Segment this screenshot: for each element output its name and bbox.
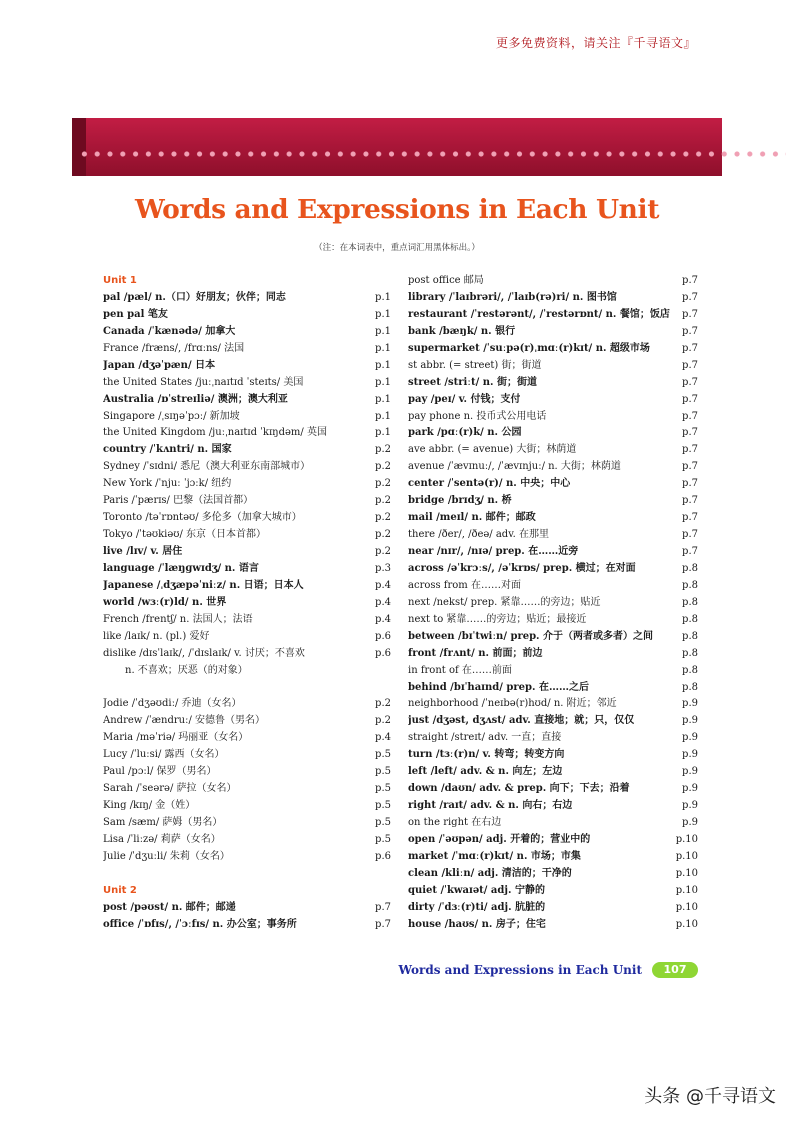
vocab-entry (103, 764, 391, 781)
vocab-term: center /ˈsentə(r)/ n. 中央；中心 (408, 478, 571, 490)
vocab-term: front /frʌnt/ n. 前面；前边 (408, 647, 543, 659)
vocab-page: p.5 (375, 833, 391, 845)
vocab-entry (408, 866, 698, 883)
vocab-entry (408, 544, 698, 561)
vocab-term: n. 不喜欢；厌恶（的对象） (125, 664, 248, 676)
vocab-term: pal /pæl/ n.（口）好朋友；伙伴；同志 (103, 291, 286, 303)
right-column (408, 273, 698, 934)
vocab-term: turn /tɜː(r)n/ v. 转弯；转变方向 (408, 749, 565, 761)
vocab-page: p.9 (682, 800, 698, 812)
vocab-page: p.7 (682, 393, 698, 405)
vocab-term: supermarket /ˈsuːpə(r)ˌmɑː(r)kɪt/ n. 超级市场 (408, 342, 650, 354)
vocab-page: p.1 (375, 410, 391, 422)
vocab-page: p.2 (375, 478, 391, 490)
vocab-page: p.7 (682, 342, 698, 354)
vocab-entry (408, 392, 698, 409)
note-text: （注：在本词表中，重点词汇用黑体标出。） (314, 243, 480, 253)
vocab-term: ave abbr. (= avenue) 大街；林荫道 (408, 444, 577, 456)
vocab-page: p.2 (375, 495, 391, 507)
vocab-page: p.2 (375, 512, 391, 524)
vocab-page: p.2 (375, 698, 391, 710)
vocab-page: p.7 (682, 376, 698, 388)
vocab-entry (408, 459, 698, 476)
unit-heading (103, 883, 391, 900)
vocab-entry (408, 798, 698, 815)
vocab-page: p.10 (675, 833, 698, 845)
vocab-entry (103, 324, 391, 341)
vocab-entry (408, 273, 698, 290)
vocab-term: restaurant /ˈrestərənt/, /ˈrestərɒnt/ n. 餐馆；饭店 (408, 308, 670, 320)
vocab-page: p.7 (682, 461, 698, 473)
vocab-term: neighborhood /ˈneɪbə(r)hʊd/ n. 附近；邻近 (408, 698, 617, 710)
page-title: Words and Expressions in Each Unit (134, 194, 660, 225)
vocab-entry (408, 764, 698, 781)
vocab-term: straight /streɪt/ adv. 一直；直接 (408, 732, 562, 744)
vocab-page: p.8 (682, 630, 698, 642)
vocab-entry (408, 409, 698, 426)
vocab-term: New York /ˈnjuː ˈjɔːk/ 纽约 (103, 478, 232, 490)
vocab-term: Unit 2 (103, 884, 137, 896)
vocab-page: p.1 (375, 291, 391, 303)
vocab-page: p.4 (375, 732, 391, 744)
vocab-term: there /ðer/, /ðeə/ adv. 在那里 (408, 529, 550, 541)
vocab-term: across /əˈkrɔːs/, /əˈkrɒs/ prep. 横过；在对面 (408, 562, 636, 574)
vocab-term: just /dʒəst, dʒʌst/ adv. 直接地；就；只，仅仅 (408, 715, 635, 727)
vocab-term: pay phone n. 投币式公用电话 (408, 410, 547, 422)
vocab-page: p.5 (375, 766, 391, 778)
vocab-term: house /haʊs/ n. 房子；住宅 (408, 918, 546, 930)
vocab-entry (103, 629, 391, 646)
vocab-entry (103, 307, 391, 324)
vocab-page: p.8 (682, 613, 698, 625)
vocab-page: p.1 (375, 393, 391, 405)
vocab-term: pay /peɪ/ v. 付钱；支付 (408, 393, 521, 405)
vocab-entry (103, 510, 391, 527)
vocab-entry (408, 493, 698, 510)
vocab-term: Maria /məˈriə/ 玛丽亚（女名） (103, 732, 249, 744)
vocab-entry (103, 713, 391, 730)
vocab-term: Jodie /ˈdʒəʊdiː/ 乔迪（女名） (103, 698, 242, 710)
vocab-entry (408, 832, 698, 849)
vocab-term: the United Kingdom /juːˌnaɪtɪd ˈkɪŋdəm/ 英国 (103, 427, 327, 439)
vocab-page: p.6 (375, 647, 391, 659)
vocab-term: language /ˈlæŋɡwɪdʒ/ n. 语言 (103, 562, 259, 574)
vocab-page: p.5 (375, 749, 391, 761)
vocab-page: p.7 (682, 478, 698, 490)
vocab-entry (408, 629, 698, 646)
vocab-entry (103, 595, 391, 612)
vocab-entry (408, 358, 698, 375)
vocab-entry (103, 527, 391, 544)
vocab-term: clean /kliːn/ adj. 清洁的；干净的 (408, 867, 572, 879)
vocab-entry (103, 815, 391, 832)
vocab-page: p.9 (682, 732, 698, 744)
vocab-entry (103, 900, 391, 917)
vocab-page: p.7 (375, 918, 391, 930)
vocab-page: p.9 (682, 766, 698, 778)
vocab-page: p.1 (375, 308, 391, 320)
vocab-entry (103, 663, 391, 680)
vocab-page: p.7 (682, 427, 698, 439)
vocab-entry (408, 646, 698, 663)
vocab-entry (103, 747, 391, 764)
vocab-term: right /raɪt/ adv. & n. 向右；右边 (408, 800, 573, 812)
vocab-page: p.8 (682, 681, 698, 693)
vocab-entry (408, 578, 698, 595)
spacer (103, 680, 391, 697)
vocab-entry (103, 493, 391, 510)
vocab-entry (408, 442, 698, 459)
vocab-term: Canada /ˈkænədə/ 加拿大 (103, 325, 236, 337)
vocab-term: the United States /juːˌnaɪtɪd ˈsteɪts/ 美国 (103, 376, 304, 388)
vocab-page: p.1 (375, 376, 391, 388)
vocab-term: dislike /dɪsˈlaɪk/, /ˈdɪslaɪk/ v. 讨厌；不喜欢 (103, 647, 305, 659)
vocab-term: King /kɪŋ/ 金（姓） (103, 800, 196, 812)
vocab-entry (103, 442, 391, 459)
vocab-term: next /nekst/ prep. 紧靠……的旁边；贴近 (408, 596, 601, 608)
vocab-page: p.7 (682, 325, 698, 337)
spacer (103, 866, 391, 883)
vocab-entry (408, 781, 698, 798)
left-column (103, 273, 391, 934)
vocab-page: p.1 (375, 427, 391, 439)
vocab-term: mail /meɪl/ n. 邮件；邮政 (408, 512, 536, 524)
vocab-entry (408, 561, 698, 578)
vocab-term: Lisa /ˈliːzə/ 莉萨（女名） (103, 833, 221, 845)
vocab-page: p.4 (375, 579, 391, 591)
vocab-entry (408, 747, 698, 764)
vocab-entry (103, 341, 391, 358)
vocab-page: p.9 (682, 783, 698, 795)
vocab-page: p.7 (682, 495, 698, 507)
vocab-entry (408, 324, 698, 341)
vocab-entry (408, 290, 698, 307)
page-number-badge: 107 (652, 962, 698, 978)
vocab-term: quiet /ˈkwaɪət/ adj. 宁静的 (408, 884, 545, 896)
vocab-page: p.1 (375, 342, 391, 354)
vocab-term: Japan /dʒəˈpæn/ 日本 (103, 359, 216, 371)
vocab-page: p.2 (375, 461, 391, 473)
vocab-entry (408, 375, 698, 392)
vocab-entry (408, 696, 698, 713)
vocab-term: st abbr. (= street) 街；街道 (408, 359, 542, 371)
vocab-term: world /wɜː(r)ld/ n. 世界 (103, 596, 227, 608)
vocab-page: p.5 (375, 783, 391, 795)
vocab-entry (103, 730, 391, 747)
vocab-term: Toronto /təˈrɒntəʊ/ 多伦多（加拿大城市） (103, 512, 302, 524)
vocab-term: across from 在……对面 (408, 579, 521, 591)
vocab-term: avenue /ˈævɪnuː/, /ˈævɪnjuː/ n. 大街；林荫道 (408, 461, 621, 473)
vocab-entry (408, 476, 698, 493)
vocab-term: French /frentʃ/ n. 法国人；法语 (103, 613, 253, 625)
vocab-page: p.2 (375, 444, 391, 456)
vocab-page: p.7 (682, 308, 698, 320)
vocab-entry (408, 527, 698, 544)
banner-dots (78, 150, 786, 158)
vocab-page: p.10 (675, 850, 698, 862)
vocab-entry (408, 849, 698, 866)
vocab-page: p.9 (682, 817, 698, 828)
promo-text: 更多免费资料，请关注『千寻语文』 (495, 36, 696, 50)
vocab-page: p.7 (682, 546, 698, 557)
vocab-entry (103, 561, 391, 578)
vocab-term: post office 邮局 (408, 275, 484, 286)
vocab-entry (408, 663, 698, 680)
vocab-page: p.3 (375, 562, 391, 574)
vocab-term: post /pəʊst/ n. 邮件；邮递 (103, 901, 236, 913)
vocab-entry (408, 612, 698, 629)
vocab-term: market /ˈmɑː(r)kɪt/ n. 市场；市集 (408, 850, 581, 862)
vocab-entry (103, 375, 391, 392)
vocab-page: p.8 (682, 562, 698, 574)
vocab-entry (408, 730, 698, 747)
vocab-term: Lucy /ˈluːsi/ 露西（女名） (103, 749, 225, 761)
vocab-term: left /left/ adv. & n. 向左；左边 (408, 766, 563, 778)
vocab-term: Andrew /ˈændruː/ 安德鲁（男名） (103, 715, 265, 727)
vocab-page: p.7 (682, 291, 698, 303)
vocab-page: p.7 (682, 512, 698, 524)
vocab-term: Singapore /ˌsɪŋəˈpɔː/ 新加坡 (103, 410, 240, 422)
vocab-entry (103, 358, 391, 375)
vocab-page: p.7 (682, 359, 698, 371)
vocab-entry (103, 290, 391, 307)
vocab-term: on the right 在右边 (408, 817, 502, 828)
vocab-entry (103, 781, 391, 798)
vocab-term: Sam /sæm/ 萨姆（男名） (103, 817, 223, 828)
page-footer (399, 962, 698, 978)
vocab-term: pen pal 笔友 (103, 308, 168, 320)
vocab-term: like /laɪk/ n. (pl.) 爱好 (103, 630, 210, 642)
vocab-term: Sydney /ˈsɪdni/ 悉尼（澳大利亚东南部城市） (103, 461, 311, 473)
vocab-page: p.6 (375, 630, 391, 642)
vocab-entry (408, 307, 698, 324)
vocab-page: p.10 (675, 884, 698, 896)
vocab-term: library /ˈlaɪbrəri/, /ˈlaɪb(rə)ri/ n. 图书馆 (408, 291, 617, 303)
vocab-entry (103, 544, 391, 561)
vocab-entry (408, 883, 698, 900)
vocab-page: p.10 (675, 901, 698, 913)
vocab-page: p.10 (675, 867, 698, 879)
vocab-term: Paris /ˈpærɪs/ 巴黎（法国首都） (103, 495, 254, 507)
vocab-term: Tokyo /ˈtəʊkiəʊ/ 东京（日本首都） (103, 529, 267, 541)
vocab-entry (103, 459, 391, 476)
footer-title: Words and Expressions in Each Unit (398, 963, 642, 977)
watermark: 头条 @千寻语文 (644, 1086, 776, 1107)
vocab-entry (103, 578, 391, 595)
vocab-entry (103, 849, 391, 866)
vocab-page: p.7 (375, 901, 391, 913)
vocab-term: in front of 在……前面 (408, 664, 512, 676)
vocab-term: France /fræns/, /frɑːns/ 法国 (103, 342, 245, 354)
vocab-entry (408, 595, 698, 612)
vocab-page: p.4 (375, 613, 391, 625)
vocab-entry (408, 815, 698, 832)
vocab-entry (103, 612, 391, 629)
vocab-page: p.4 (375, 596, 391, 608)
vocab-entry (408, 900, 698, 917)
vocab-entry (103, 476, 391, 493)
vocab-page: p.2 (375, 715, 391, 727)
vocab-entry (103, 917, 391, 934)
vocab-page: p.6 (375, 850, 391, 862)
vocab-entry (103, 798, 391, 815)
vocab-term: Julie /ˈdʒuːli/ 朱莉（女名） (103, 850, 230, 862)
vocab-term: Unit 1 (103, 275, 137, 286)
header-banner (72, 118, 722, 176)
vocab-page: p.5 (375, 817, 391, 828)
vocab-page: p.8 (682, 596, 698, 608)
vocab-term: behind /bɪˈhaɪnd/ prep. 在……之后 (408, 681, 589, 693)
vocab-page: p.7 (682, 444, 698, 456)
vocab-page: p.9 (682, 698, 698, 710)
vocab-page: p.1 (375, 359, 391, 371)
vocab-page: p.9 (682, 715, 698, 727)
vocab-term: open /ˈəʊpən/ adj. 开着的；营业中的 (408, 833, 591, 845)
vocab-page: p.7 (682, 529, 698, 541)
vocab-term: between /bɪˈtwiːn/ prep. 介于（两者或多者）之间 (408, 630, 654, 642)
vocab-entry (103, 409, 391, 426)
vocab-entry (408, 425, 698, 442)
vocab-page: p.5 (375, 800, 391, 812)
vocab-page: p.7 (682, 410, 698, 422)
vocab-page: p.10 (675, 918, 698, 930)
vocab-entry (408, 680, 698, 697)
vocab-entry (103, 832, 391, 849)
vocab-term: down /daʊn/ adv. & prep. 向下；下去；沿着 (408, 783, 630, 795)
vocab-term: Sarah /ˈseərə/ 萨拉（女名） (103, 783, 237, 795)
vocab-entry (103, 425, 391, 442)
vocab-term: near /nɪr/, /nɪə/ prep. 在……近旁 (408, 546, 579, 557)
vocab-entry (408, 917, 698, 934)
vocab-term: bridge /brɪdʒ/ n. 桥 (408, 495, 512, 507)
vocab-page: p.2 (375, 529, 391, 541)
vocab-term: next to 紧靠……的旁边；贴近；最接近 (408, 613, 587, 625)
vocab-term: street /striːt/ n. 街；街道 (408, 376, 537, 388)
unit-heading (103, 273, 391, 290)
vocab-term: country /ˈkʌntri/ n. 国家 (103, 444, 232, 456)
vocab-page: p.2 (375, 546, 391, 557)
vocab-entry (103, 696, 391, 713)
vocab-term: Paul /pɔːl/ 保罗（男名） (103, 766, 217, 778)
vocab-page: p.8 (682, 579, 698, 591)
vocab-page: p.8 (682, 647, 698, 659)
vocab-page: p.9 (682, 749, 698, 761)
vocab-term: office /ˈɒfɪs/, /ˈɔːfɪs/ n. 办公室；事务所 (103, 918, 297, 930)
vocab-term: dirty /ˈdɜː(r)ti/ adj. 肮脏的 (408, 901, 546, 913)
vocab-entry (103, 646, 391, 663)
vocab-page: p.1 (375, 325, 391, 337)
vocab-page: p.7 (682, 275, 698, 286)
vocab-entry (408, 713, 698, 730)
vocab-page: p.8 (682, 664, 698, 676)
vocab-term: Japanese /ˌdʒæpəˈniːz/ n. 日语；日本人 (103, 579, 304, 591)
vocab-entry (408, 510, 698, 527)
vocab-entry (103, 392, 391, 409)
vocab-term: park /pɑː(r)k/ n. 公园 (408, 427, 522, 439)
vocab-term: Australia /ɒˈstreɪliə/ 澳洲；澳大利亚 (103, 393, 288, 405)
vocab-entry (408, 341, 698, 358)
vocab-term: live /lɪv/ v. 居住 (103, 546, 183, 557)
vocab-term: bank /bæŋk/ n. 银行 (408, 325, 516, 337)
